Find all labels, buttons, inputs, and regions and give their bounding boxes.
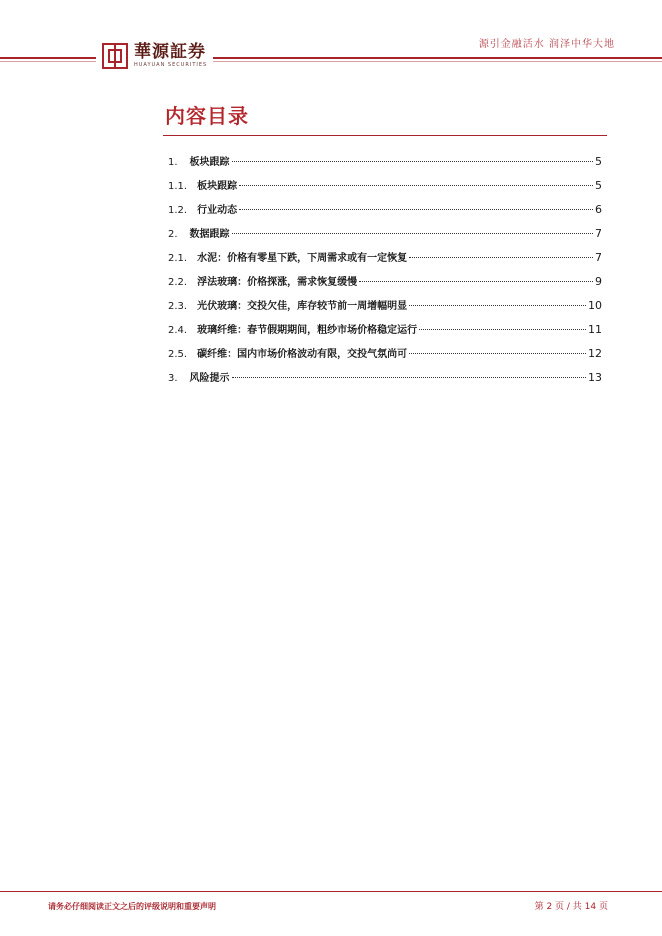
logo-text: [134, 43, 207, 69]
footer-page-info: 第 2 页 / 共 14 页: [534, 902, 608, 912]
logo-subtitle: HUAYUAN SECURITIES: [134, 62, 208, 68]
toc-dot-leader: [232, 377, 586, 378]
company-logo: [96, 39, 213, 73]
toc-entry-number: 2.5.: [168, 349, 188, 360]
toc-entry[interactable]: [168, 274, 602, 298]
logo-name: 華源証券: [134, 42, 206, 62]
toc-entry-label: 碳纤维：国内市场价格波动有限，交投气氛尚可: [197, 349, 408, 360]
toc-dot-leader: [239, 209, 593, 210]
table-of-contents: [168, 154, 602, 394]
toc-dot-leader: [409, 353, 586, 354]
toc-entry-page: 6: [595, 203, 602, 216]
toc-entry-label: 数据跟踪: [189, 229, 230, 240]
toc-entry-number: 1.1.: [168, 181, 188, 192]
toc-entry-page: 5: [595, 179, 602, 192]
toc-dot-leader: [409, 305, 586, 306]
toc-entry-number: 3.: [168, 373, 178, 384]
toc-dot-leader: [359, 281, 593, 282]
footer-disclaimer: 请务必仔细阅读正文之后的评级说明和重要声明: [48, 902, 216, 911]
toc-entry-number: 2.: [168, 229, 178, 240]
toc-entry-page: 7: [595, 251, 602, 264]
toc-entry-label: 水泥：价格有零星下跌，下周需求或有一定恢复: [197, 253, 408, 264]
toc-entry[interactable]: [168, 226, 602, 250]
toc-entry[interactable]: [168, 154, 602, 178]
toc-entry[interactable]: [168, 322, 602, 346]
toc-entry-number: 2.1.: [168, 253, 188, 264]
toc-title: 内容目录: [165, 104, 249, 128]
toc-dot-leader: [419, 329, 586, 330]
toc-entry-page: 11: [588, 323, 602, 336]
header-slogan: 源引金融活水 润泽中华大地: [478, 39, 615, 50]
toc-entry-label: 行业动态: [197, 205, 238, 216]
toc-dot-leader: [232, 233, 593, 234]
toc-entry-label: 浮法玻璃：价格探涨，需求恢复缓慢: [197, 277, 358, 288]
toc-entry-label: 板块跟踪: [197, 181, 238, 192]
toc-entry-page: 9: [595, 275, 602, 288]
toc-entry-number: 2.3.: [168, 301, 188, 312]
toc-dot-leader: [409, 257, 593, 258]
toc-entry-page: 12: [588, 347, 602, 360]
toc-entry-number: 2.2.: [168, 277, 188, 288]
toc-entry-number: 2.4.: [168, 325, 188, 336]
toc-entry-number: 1.2.: [168, 205, 188, 216]
toc-entry-number: 1.: [168, 157, 178, 168]
toc-title-rule: [163, 135, 607, 136]
toc-entry[interactable]: [168, 298, 602, 322]
toc-entry-label: 板块跟踪: [189, 157, 230, 168]
toc-entry[interactable]: [168, 346, 602, 370]
toc-entry-label: 光伏玻璃：交投欠佳，库存较节前一周增幅明显: [197, 301, 408, 312]
logo-seal-icon: [102, 43, 128, 69]
toc-entry-label: 风险提示: [189, 373, 230, 384]
toc-entry-page: 5: [595, 155, 602, 168]
footer-rule: [0, 891, 662, 892]
toc-entry-page: 13: [588, 371, 602, 384]
toc-entry-page: 10: [588, 299, 602, 312]
toc-entry[interactable]: [168, 178, 602, 202]
toc-entry[interactable]: [168, 370, 602, 394]
toc-entry[interactable]: [168, 202, 602, 226]
toc-entry-label: 玻璃纤维：春节假期期间，粗纱市场价格稳定运行: [197, 325, 418, 336]
toc-entry[interactable]: [168, 250, 602, 274]
toc-dot-leader: [232, 161, 593, 162]
toc-dot-leader: [239, 185, 593, 186]
toc-entry-page: 7: [595, 227, 602, 240]
